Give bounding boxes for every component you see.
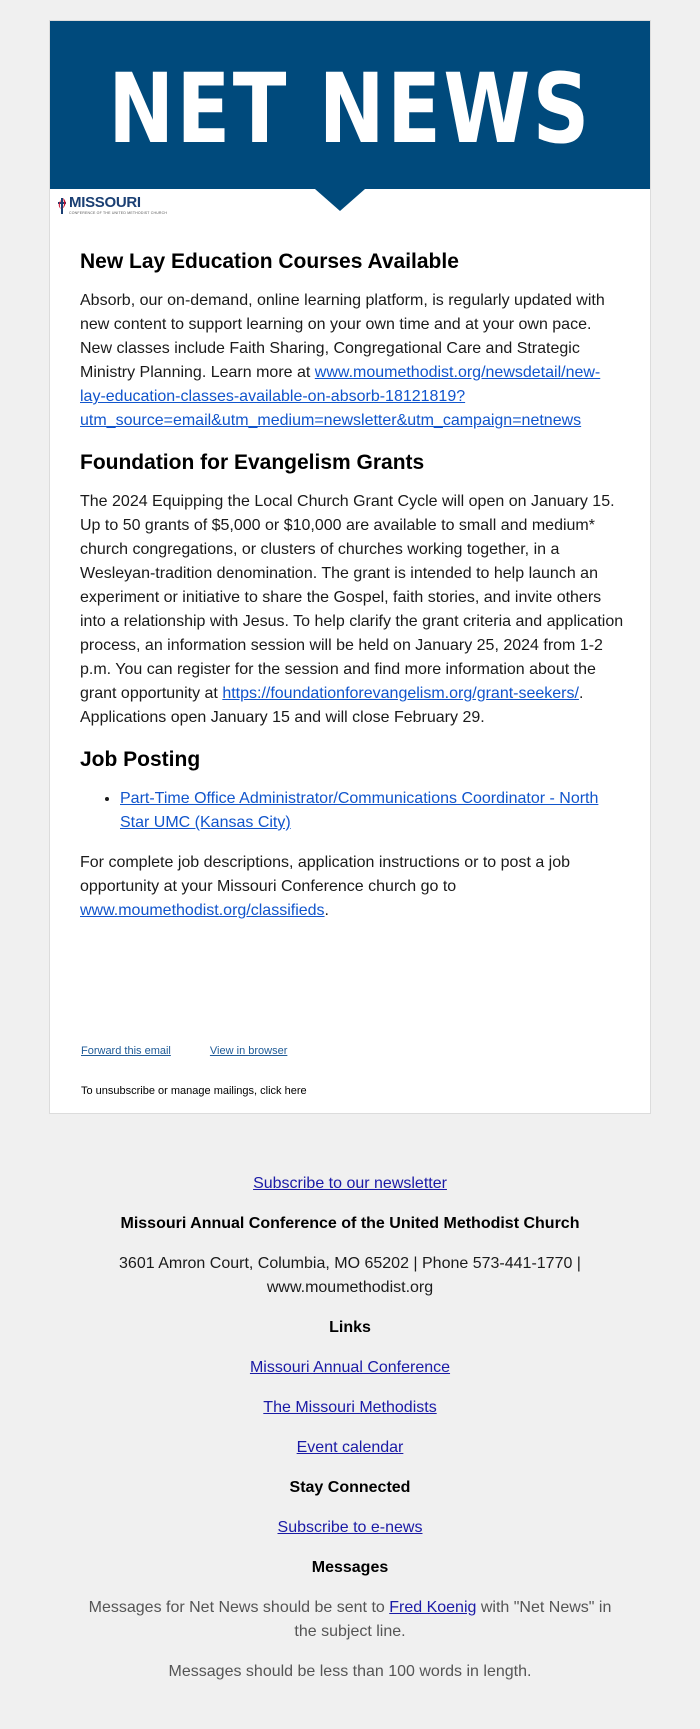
view-in-browser-link[interactable]: View in browser (209, 1045, 288, 1057)
messages-heading: Messages (311, 1559, 389, 1576)
logo-subtitle: CONFERENCE OF THE UNITED METHODIST CHURCH (69, 211, 168, 215)
org-name: Missouri Annual Conference of the United Methodist Church (120, 1215, 580, 1232)
section-text: The 2024 Equipping the Local Church Grant Cycle will open on January 15. Up to 50 grants of $5,000 or $10,000 are available to small and medium* church congregations, or clusters of churches working together, in a Wesleyan-tradition denomination. The grant is intended to help launch an experiment or initiative to share the Gospel, faith stories, and invite others into a relationship with Jesus. To help clarify the grant criteria and application process, an information session will be held on January 25, 2024 from 1-2 p.m. You can register for the session and find more information about the grant opportunity at (80, 493, 624, 702)
classifieds-link[interactable]: www.moumethodist.org/classifieds (80, 902, 325, 919)
event-calendar-link[interactable]: Event calendar (296, 1439, 404, 1456)
cross-flame-icon (56, 195, 68, 217)
section-text: Absorb, our on-demand, online learning platform, is regularly updated with new content to support learning on your own time and at your own pace. New classes include Faith Sharing, Congregational Care and Strategic Ministry Planning. Learn more at (80, 292, 605, 381)
messages-length-note: Messages should be less than 100 words in length. (168, 1663, 532, 1680)
grant-seekers-link[interactable]: https://foundationforevangelism.org/grant-seekers/ (222, 685, 579, 702)
job-posting-link[interactable]: Part-Time Office Administrator/Communications Coordinator - North Star UMC (Kansas City) (120, 790, 599, 831)
link-row (0, 1516, 700, 1540)
forward-email-link[interactable]: Forward this email (81, 1045, 171, 1057)
unsubscribe-text[interactable]: To unsubscribe or manage mailings, click here (81, 1085, 307, 1097)
missouri-conference-link[interactable]: Missouri Annual Conference (249, 1359, 451, 1376)
missouri-methodists-link[interactable]: The Missouri Methodists (263, 1399, 437, 1416)
banner-notch (315, 189, 365, 211)
link-row (0, 1436, 700, 1460)
logo-word: MISSOURI (69, 194, 141, 211)
links-heading: Links (329, 1319, 371, 1336)
link-row (0, 1356, 700, 1380)
section-body-job-posting (80, 851, 625, 923)
banner-title: NET NEWS (108, 53, 592, 165)
messages-text: Messages for Net News should be sent to (88, 1599, 390, 1616)
section-text: . Applications open January 15 and will close February 29. (80, 685, 584, 726)
section-text: . (324, 902, 329, 919)
missouri-logo (56, 195, 167, 219)
list-item (120, 787, 625, 835)
subscribe-enews-link[interactable]: Subscribe to e-news (277, 1519, 423, 1536)
section-heading-lay-education: New Lay Education Courses Available (80, 250, 459, 273)
stay-connected-heading: Stay Connected (289, 1479, 411, 1496)
messages-text: with "Net News" in (476, 1599, 612, 1616)
email-card (49, 20, 651, 1114)
subscribe-row (0, 1172, 700, 1196)
email-footer-links (81, 1045, 323, 1057)
newsletter-content (80, 249, 625, 923)
address-line-1: 3601 Amron Court, Columbia, MO 65202 | Phone 573-441-1770 | (119, 1255, 581, 1272)
absorb-link[interactable]: www.moumethodist.org/newsdetail/new-lay-education-classes-available-on-absorb-18121819?utm_source=email&utm_medium=newsletter&utm_campaign=netnews (80, 364, 601, 429)
section-heading-evangelism-grants: Foundation for Evangelism Grants (80, 451, 425, 474)
section-heading-job-posting: Job Posting (80, 748, 201, 771)
link-row (0, 1396, 700, 1420)
address-line-2: www.moumethodist.org (266, 1279, 434, 1296)
section-body-evangelism-grants (80, 490, 625, 730)
messages-line-1 (0, 1596, 700, 1620)
fred-koenig-link[interactable]: Fred Koenig (389, 1599, 477, 1616)
subscribe-newsletter-link[interactable]: Subscribe to our newsletter (253, 1175, 447, 1192)
messages-line-2: the subject line. (294, 1623, 406, 1640)
section-text: For complete job descriptions, application instructions or to post a job opportunity at your Missouri Conference church go to (80, 854, 571, 895)
section-body-lay-education (80, 289, 625, 433)
job-list (80, 787, 625, 835)
header-banner (50, 21, 650, 189)
